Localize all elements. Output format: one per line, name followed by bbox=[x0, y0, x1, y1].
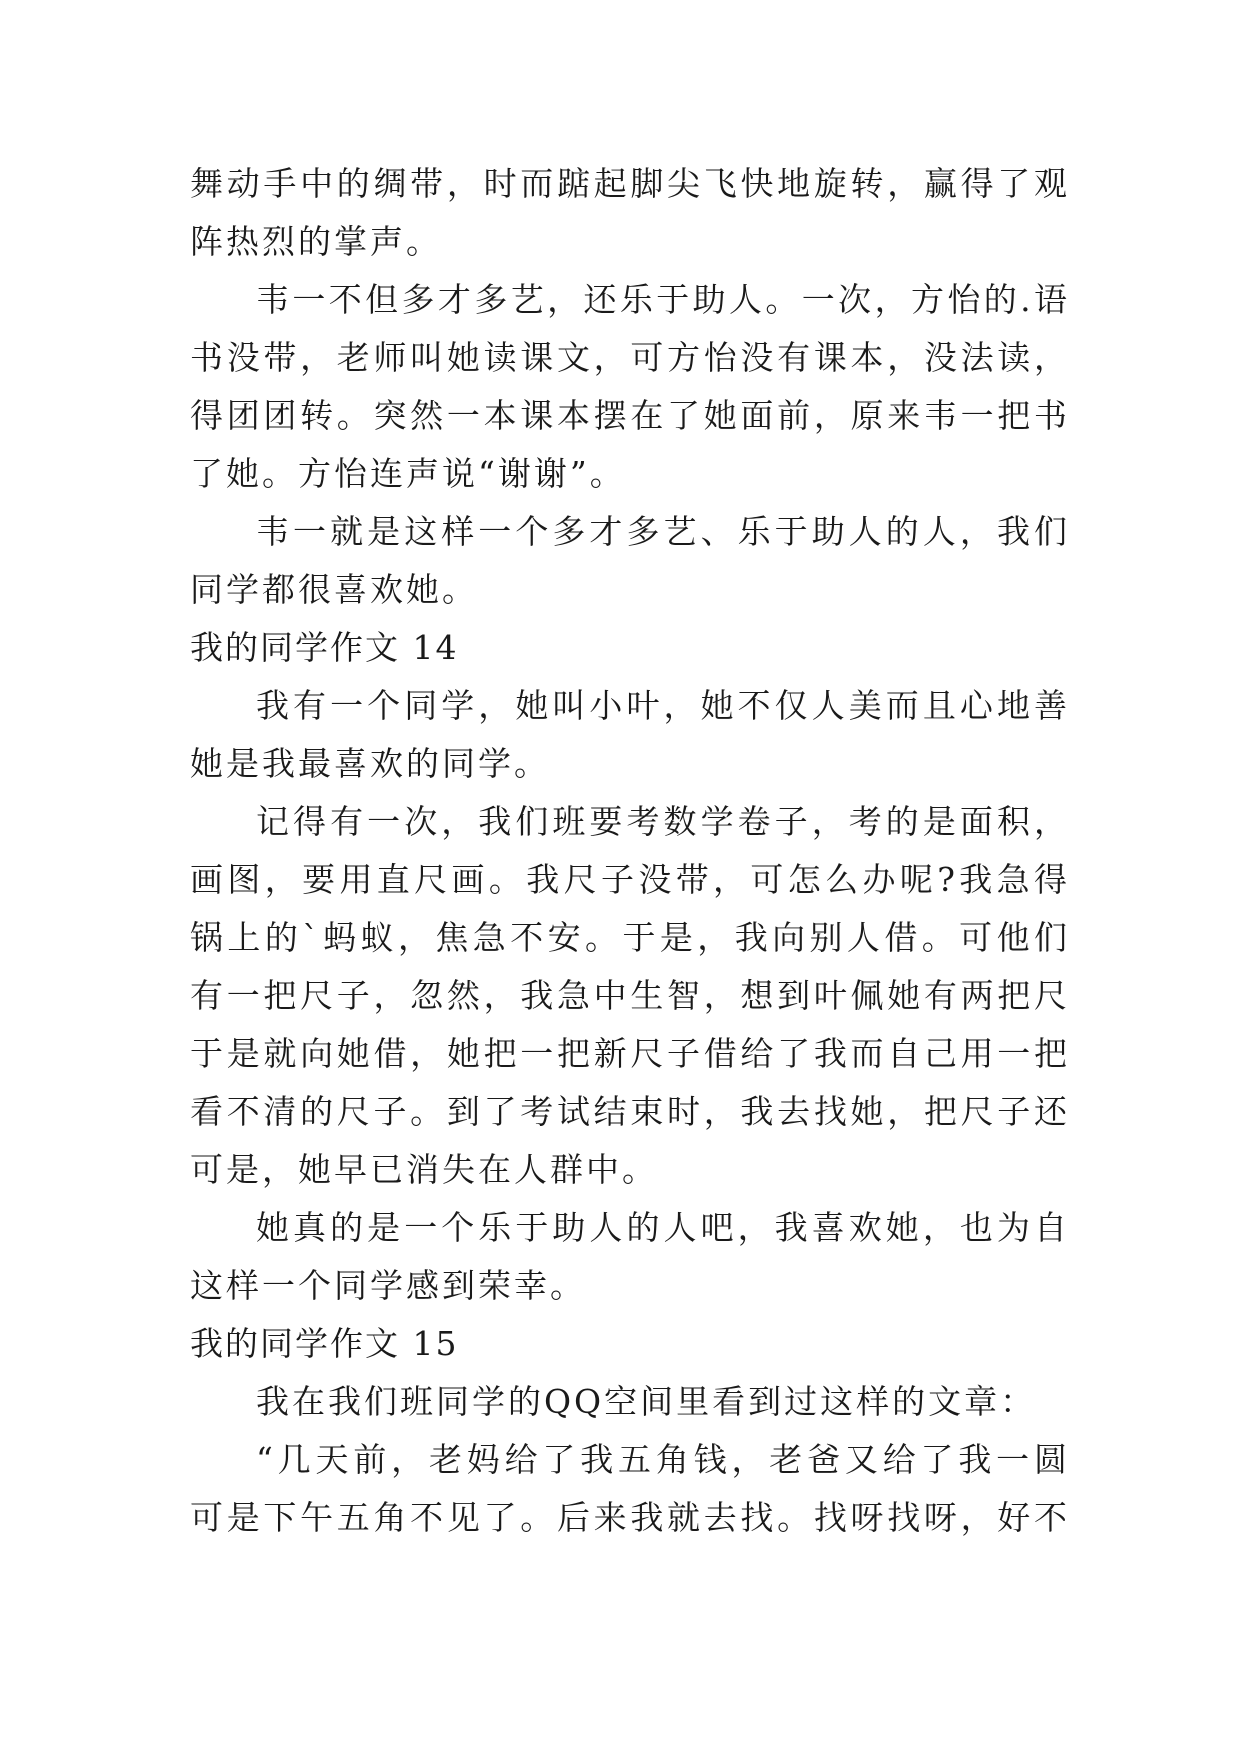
paragraph-line: 韦一不但多才多艺，还乐于助人。一次，方怡的.语 bbox=[256, 280, 1070, 319]
section-heading: 我的同学作文 14 bbox=[190, 628, 459, 667]
paragraph-line: 舞动手中的绸带，时而踮起脚尖飞快地旋转，赢得了观 bbox=[190, 164, 1070, 203]
paragraph-line: 书没带，老师叫她读课文，可方怡没有课本，没法读， bbox=[190, 338, 1070, 377]
document-body bbox=[190, 155, 1070, 1547]
paragraph-line: 可是下午五角不见了。后来我就去找。找呀找呀，好不 bbox=[190, 1498, 1070, 1537]
paragraph-line: 可是，她早已消失在人群中。 bbox=[190, 1150, 658, 1189]
paragraph-line: 于是就向她借，她把一把新尺子借给了我而自己用一把 bbox=[190, 1034, 1070, 1073]
paragraph-line: 同学都很喜欢她。 bbox=[190, 570, 478, 609]
paragraph-line: 看不清的尺子。到了考试结束时，我去找她，把尺子还 bbox=[190, 1092, 1070, 1131]
paragraph-line: 这样一个同学感到荣幸。 bbox=[190, 1266, 586, 1305]
paragraph-line: 她是我最喜欢的同学。 bbox=[190, 744, 550, 783]
paragraph-line: 我在我们班同学的QQ空间里看到过这样的文章： bbox=[256, 1382, 1037, 1421]
section-heading: 我的同学作文 15 bbox=[190, 1324, 459, 1363]
paragraph-line: 画图，要用直尺画。我尺子没带，可怎么办呢?我急得 bbox=[190, 860, 1070, 899]
paragraph-line: 了她。方怡连声说“谢谢”。 bbox=[190, 454, 626, 493]
paragraph-line: 我有一个同学，她叫小叶，她不仅人美而且心地善 bbox=[256, 686, 1070, 725]
paragraph-line: 韦一就是这样一个多才多艺、乐于助人的人，我们 bbox=[256, 512, 1070, 551]
paragraph-line: 锅上的`蚂蚁，焦急不安。于是，我向别人借。可他们 bbox=[190, 918, 1070, 957]
paragraph-line: 有一把尺子，忽然，我急中生智，想到叶佩她有两把尺 bbox=[190, 976, 1070, 1015]
paragraph-line: 得团团转。突然一本课本摆在了她面前，原来韦一把书 bbox=[190, 396, 1070, 435]
paragraph-line: 记得有一次，我们班要考数学卷子，考的是面积， bbox=[256, 802, 1070, 841]
paragraph-line: “几天前，老妈给了我五角钱，老爸又给了我一圆 bbox=[256, 1440, 1070, 1479]
paragraph-line: 她真的是一个乐于助人的人吧，我喜欢她，也为自 bbox=[256, 1208, 1070, 1247]
paragraph-line: 阵热烈的掌声。 bbox=[190, 222, 442, 261]
